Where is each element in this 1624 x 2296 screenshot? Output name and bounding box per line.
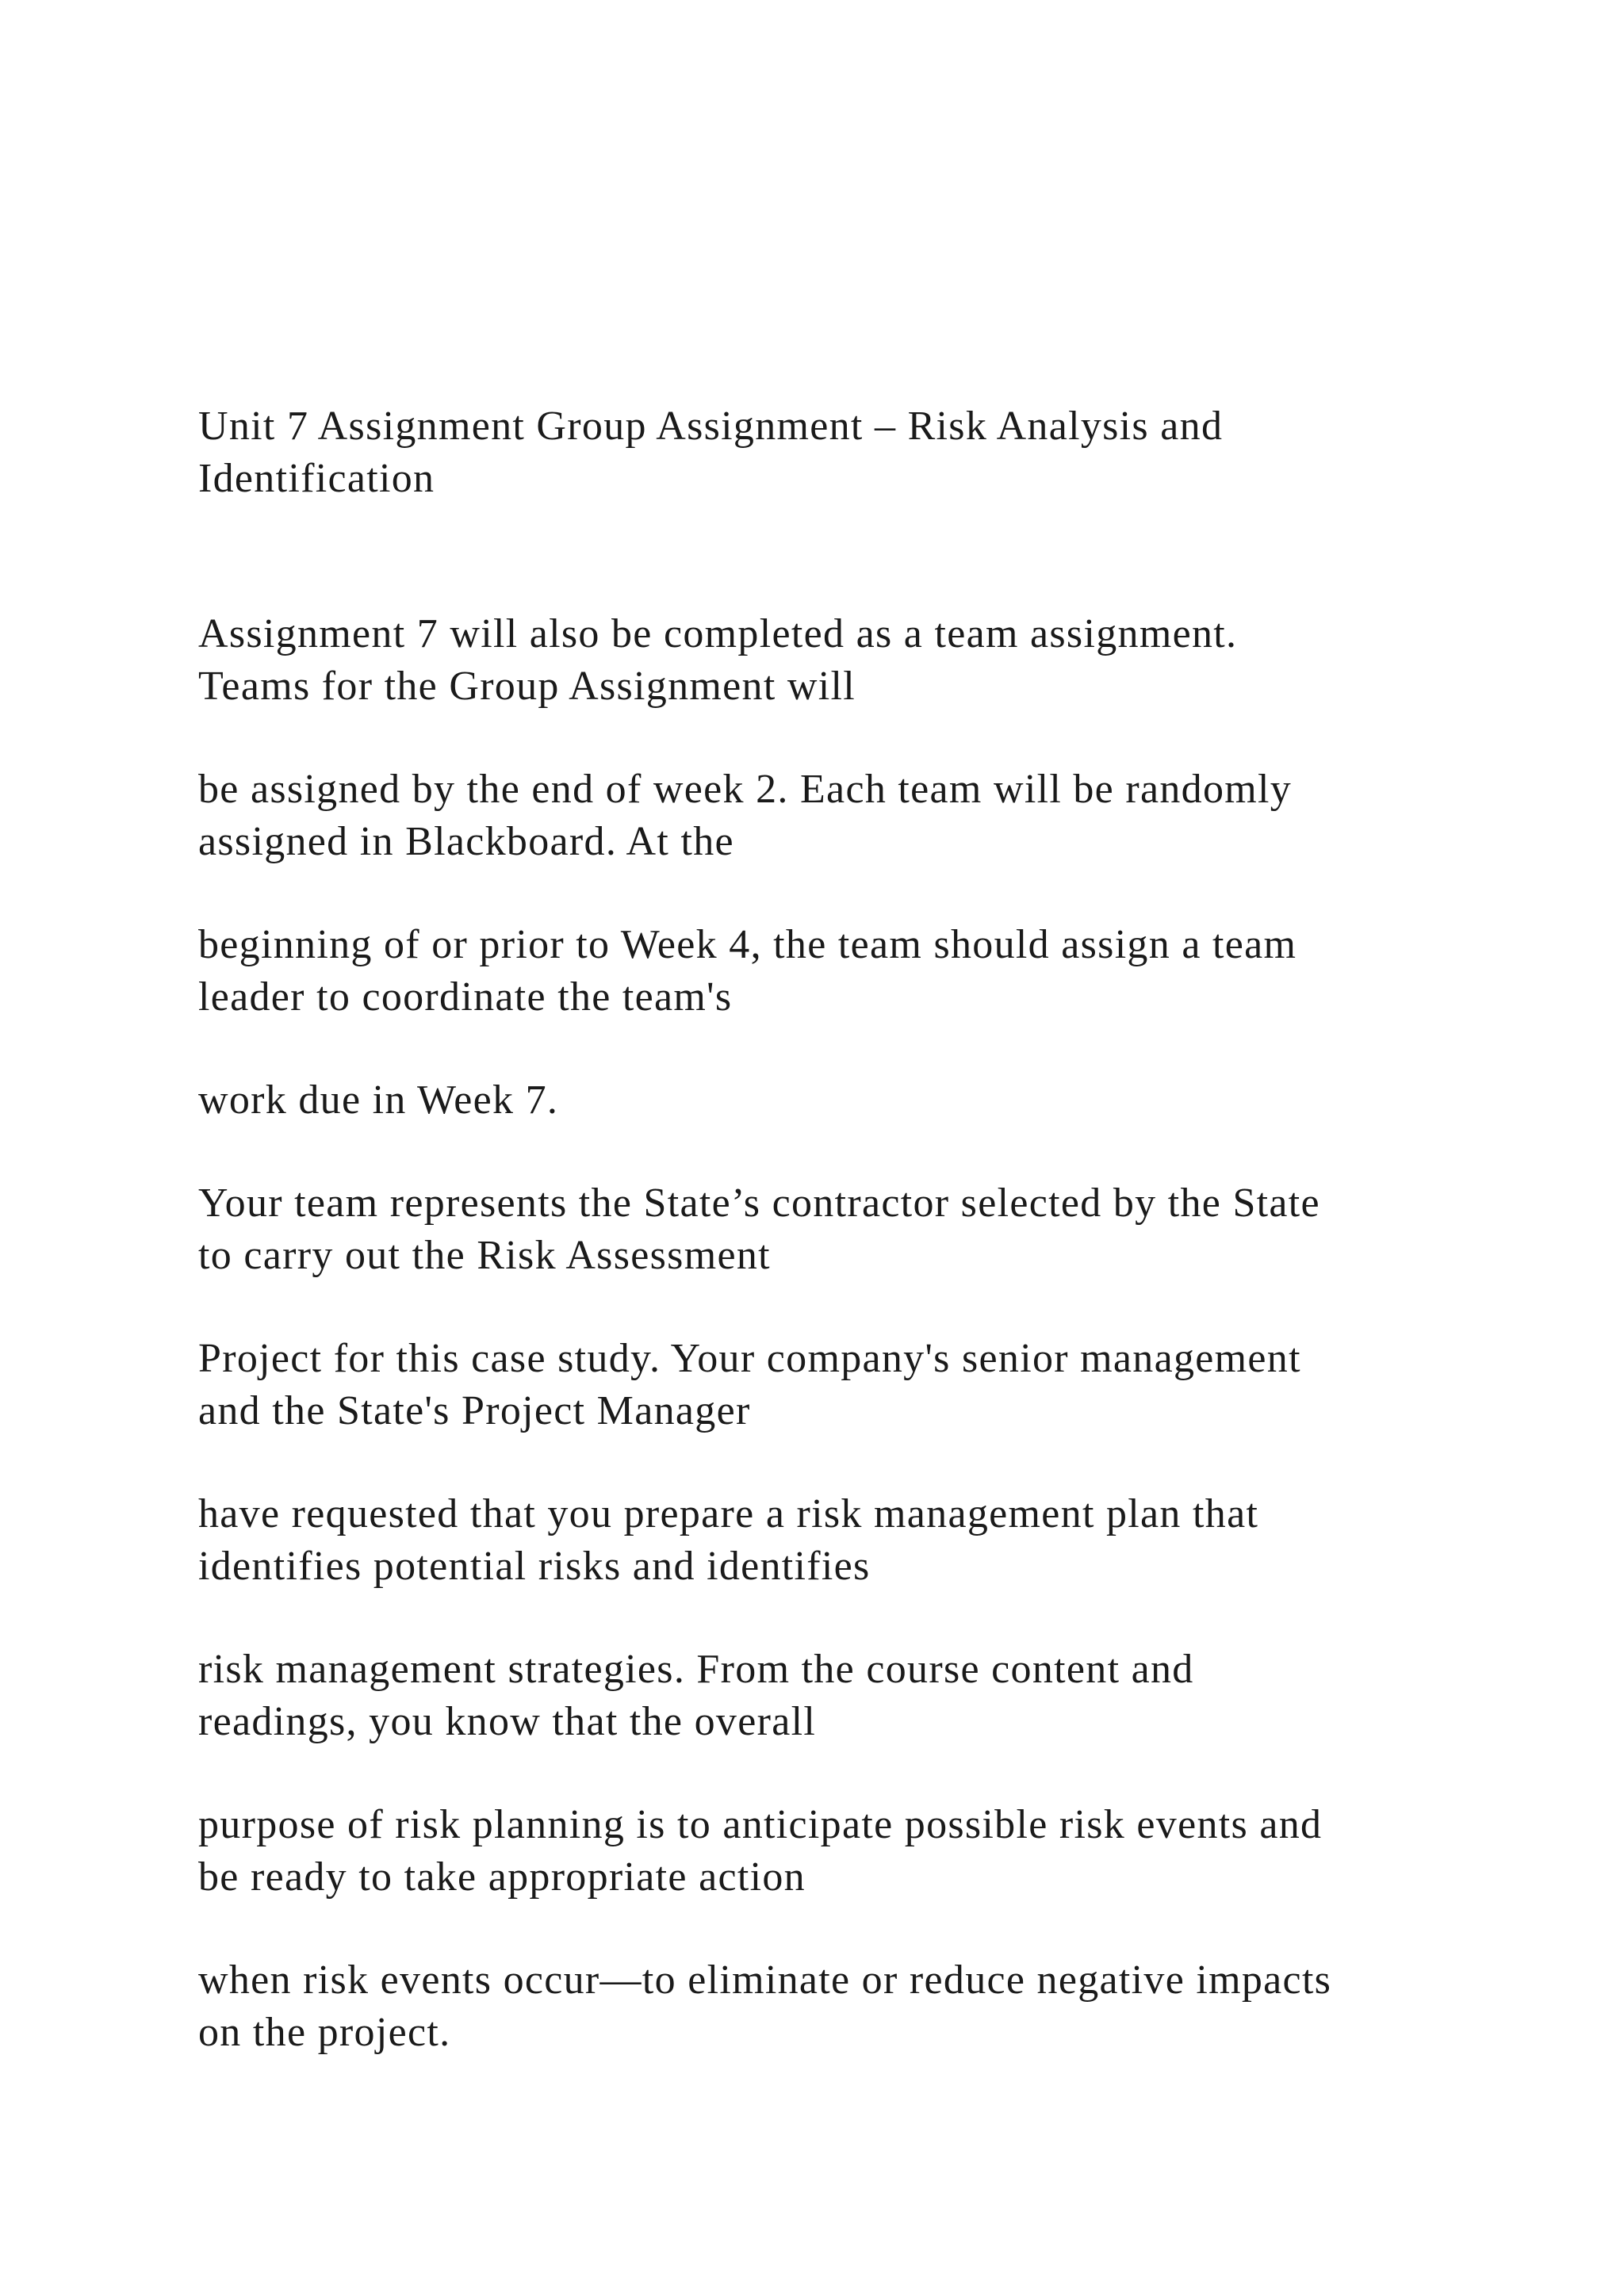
paragraph: Assignment 7 will also be completed as a team assignment. Teams for the Group Assignment will: [198, 611, 1238, 709]
document-title: Unit 7 Assignment Group Assignment – Risk Analysis and Identification: [198, 404, 1224, 501]
paragraph: Your team represents the State’s contractor selected by the State to carry out the Risk Assessment: [198, 1181, 1320, 1278]
paragraph: be assigned by the end of week 2. Each team will be randomly assigned in Blackboard. At the: [198, 767, 1293, 864]
paragraph: purpose of risk planning is to anticipate possible risk events and be ready to take appropriate action: [198, 1802, 1323, 1900]
paragraph: Project for this case study. Your company's senior management and the State's Project Manager: [198, 1336, 1301, 1433]
paragraph: beginning of or prior to Week 4, the team should assign a team leader to coordinate the team's: [198, 922, 1297, 1020]
paragraph: have requested that you prepare a risk management plan that identifies potential risks and identifies: [198, 1491, 1259, 1589]
paragraph: risk management strategies. From the course content and readings, you know that the overall: [198, 1647, 1194, 1744]
paragraph: work due in Week 7.: [198, 1077, 559, 1123]
document-body: [198, 400, 1499, 2110]
paragraph: when risk events occur—to eliminate or reduce negative impacts on the project.: [198, 1957, 1332, 2055]
paragraph-list: [198, 608, 1499, 2059]
